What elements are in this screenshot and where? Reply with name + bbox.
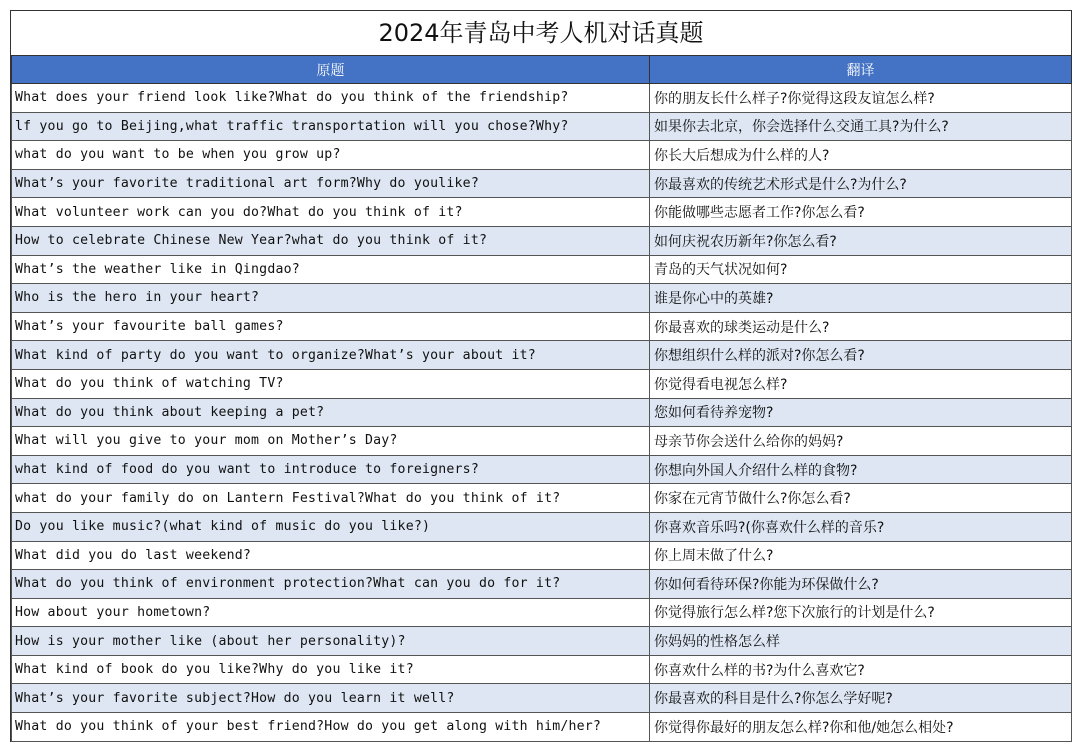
table-body [12,84,1072,742]
question-english: What’s your favorite subject?How do you learn it well? [12,684,650,713]
question-translation: 你觉得你最好的朋友怎么样?你和他/她怎么相处? [650,713,1072,742]
question-translation: 你家在元宵节做什么?你怎么看? [650,484,1072,513]
questions-table [11,56,1072,742]
question-english: What’s your favourite ball games? [12,312,650,341]
question-english: What kind of party do you want to organize?What’s your about it? [12,341,650,370]
table-row [12,655,1072,684]
question-translation: 谁是你心中的英雄? [650,284,1072,313]
question-sheet [10,10,1072,742]
table-row [12,455,1072,484]
question-english: What volunteer work can you do?What do you think of it? [12,198,650,227]
question-translation: 你喜欢什么样的书?为什么喜欢它? [650,655,1072,684]
question-english: What did you do last weekend? [12,541,650,570]
question-english: How is your mother like (about her personality)? [12,627,650,656]
question-english: Do you like music?(what kind of music do you like?) [12,512,650,541]
question-translation: 你妈妈的性格怎么样 [650,627,1072,656]
question-english: What’s your favorite traditional art form?Why do youlike? [12,169,650,198]
question-translation: 你长大后想成为什么样的人? [650,141,1072,170]
table-row [12,598,1072,627]
header-original: 原题 [12,56,650,84]
question-translation: 母亲节你会送什么给你的妈妈? [650,427,1072,456]
page-title: 2024年青岛中考人机对话真题 [11,11,1071,56]
question-translation: 你最喜欢的球类运动是什么? [650,312,1072,341]
table-row [12,713,1072,742]
question-translation: 你觉得看电视怎么样? [650,369,1072,398]
table-row [12,226,1072,255]
table-header-row [12,56,1072,84]
header-translation: 翻译 [650,56,1072,84]
question-translation: 您如何看待养宠物? [650,398,1072,427]
question-english: What do you think of your best friend?How do you get along with him/her? [12,713,650,742]
question-translation: 如果你去北京，你会选择什么交通工具?为什么? [650,112,1072,141]
question-english: what do your family do on Lantern Festival?What do you think of it? [12,484,650,513]
question-english: What’s the weather like in Qingdao? [12,255,650,284]
table-row [12,427,1072,456]
question-english: How about your hometown? [12,598,650,627]
table-row [12,198,1072,227]
table-row [12,312,1072,341]
question-english: What do you think of environment protection?What can you do for it? [12,570,650,599]
question-translation: 青岛的天气状况如何? [650,255,1072,284]
table-row [12,512,1072,541]
table-row [12,341,1072,370]
question-english: What do you think about keeping a pet? [12,398,650,427]
question-translation: 你觉得旅行怎么样?您下次旅行的计划是什么? [650,598,1072,627]
question-english: Who is the hero in your heart? [12,284,650,313]
table-row [12,627,1072,656]
table-row [12,398,1072,427]
question-translation: 你的朋友长什么样子?你觉得这段友谊怎么样? [650,84,1072,113]
table-row [12,255,1072,284]
question-translation: 你喜欢音乐吗?(你喜欢什么样的音乐? [650,512,1072,541]
question-translation: 你想向外国人介绍什么样的食物? [650,455,1072,484]
table-row [12,684,1072,713]
table-row [12,541,1072,570]
table-row [12,112,1072,141]
question-translation: 你上周末做了什么? [650,541,1072,570]
table-row [12,284,1072,313]
question-translation: 你如何看待环保?你能为环保做什么? [650,570,1072,599]
question-translation: 你想组织什么样的派对?你怎么看? [650,341,1072,370]
question-english: What does your friend look like?What do you think of the friendship? [12,84,650,113]
table-row [12,484,1072,513]
question-english: What will you give to your mom on Mother’s Day? [12,427,650,456]
table-row [12,369,1072,398]
question-english: How to celebrate Chinese New Year?what do you think of it? [12,226,650,255]
question-translation: 你最喜欢的传统艺术形式是什么?为什么? [650,169,1072,198]
table-row [12,570,1072,599]
table-row [12,84,1072,113]
question-translation: 你最喜欢的科目是什么?你怎么学好呢? [650,684,1072,713]
table-row [12,141,1072,170]
question-english: what kind of food do you want to introduce to foreigners? [12,455,650,484]
question-english: What kind of book do you like?Why do you like it? [12,655,650,684]
question-english: lf you go to Beijing,what traffic transportation will you chose?Why? [12,112,650,141]
table-row [12,169,1072,198]
question-translation: 你能做哪些志愿者工作?你怎么看? [650,198,1072,227]
question-english: what do you want to be when you grow up? [12,141,650,170]
question-translation: 如何庆祝农历新年?你怎么看? [650,226,1072,255]
question-english: What do you think of watching TV? [12,369,650,398]
